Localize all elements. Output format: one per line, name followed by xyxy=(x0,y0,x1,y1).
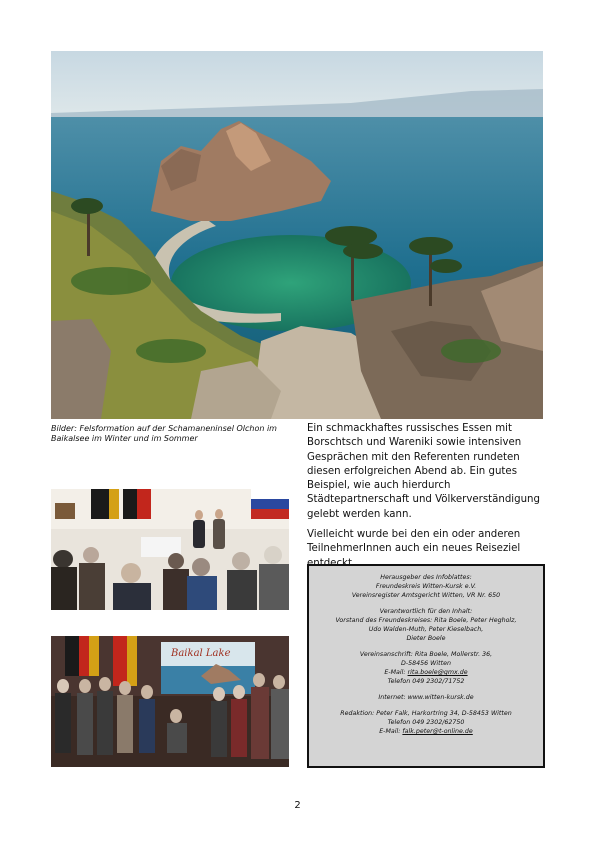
lake-baikal-illustration xyxy=(51,51,543,419)
register-info: Vereinsregister Amtsgericht Witten, VR Nr. 650 xyxy=(351,592,501,599)
editor-email-link[interactable]: falk.peter@t-online.de xyxy=(402,728,473,735)
group-photo xyxy=(51,636,289,767)
publisher-block xyxy=(309,573,543,600)
responsible-label: Verantwortlich für den Inhalt: xyxy=(379,608,473,615)
audience-photo xyxy=(51,489,289,610)
address-line-1: Vereinsanschrift: Rita Boele, Mollerstr. 36, xyxy=(359,651,493,658)
impressum-box xyxy=(307,564,545,768)
article-paragraph-1: Ein schmackhaftes russisches Essen mit Borschtsch und Wareniki sowie intensiven Gesprächen mit den Referenten rundeten diesen erfolgreichen Abend ab. Ein gutes Beispiel, wie auch hierdurch Städtepartnerschaft und Völkerverständigung gelebt werden kann. xyxy=(307,423,540,520)
internet-line: Internet: www.witten-kursk.de xyxy=(378,694,474,701)
responsible-line-1: Vorstand des Freundeskreises: Rita Boele, Peter Hegholz, xyxy=(335,617,517,624)
responsible-line-2: Udo Walden-Muth, Peter Kieselbach, xyxy=(368,626,484,633)
editor-email-label: E-Mail: xyxy=(379,728,401,735)
editor-line-1: Redaktion: Peter Falk, Harkortring 34, D-58453 Witten xyxy=(340,710,512,717)
article-text xyxy=(307,422,543,577)
editor-phone: Telefon 049 2302/62750 xyxy=(387,719,465,726)
photo-caption xyxy=(51,424,291,444)
address-block xyxy=(309,650,543,686)
group-illustration xyxy=(51,636,289,767)
slide-text: Baikal Lake xyxy=(171,648,231,659)
responsible-line-3: Dieter Boele xyxy=(406,635,446,642)
responsible-block xyxy=(309,607,543,643)
email-link[interactable]: rita.boele@gmx.de xyxy=(407,669,468,676)
publisher-label: Herausgeber des Infoblattes: xyxy=(380,574,472,581)
publisher-name: Freundeskreis Witten-Kursk e.V. xyxy=(375,583,477,590)
editor-email-line xyxy=(309,727,543,736)
address-line-2: D-58456 Witten xyxy=(401,660,451,667)
page-number: 2 xyxy=(294,800,301,811)
editor-block xyxy=(309,709,543,736)
article-paragraph-2: Vielleicht wurde bei den ein oder anderen TeilnehmerInnen auch ein neues Reiseziel xyxy=(307,529,521,555)
caption-line-2: Baikalsee im Winter und im Sommer xyxy=(51,434,198,443)
email-label: E-Mail: xyxy=(384,669,406,676)
caption-line-1: Bilder: Felsformation auf der Schamaneninsel Olchon im xyxy=(51,424,277,433)
lake-baikal-photo xyxy=(51,51,543,419)
audience-illustration xyxy=(51,489,289,610)
email-line xyxy=(309,668,543,677)
phone-line: Telefon 049 2302/71752 xyxy=(387,678,465,685)
